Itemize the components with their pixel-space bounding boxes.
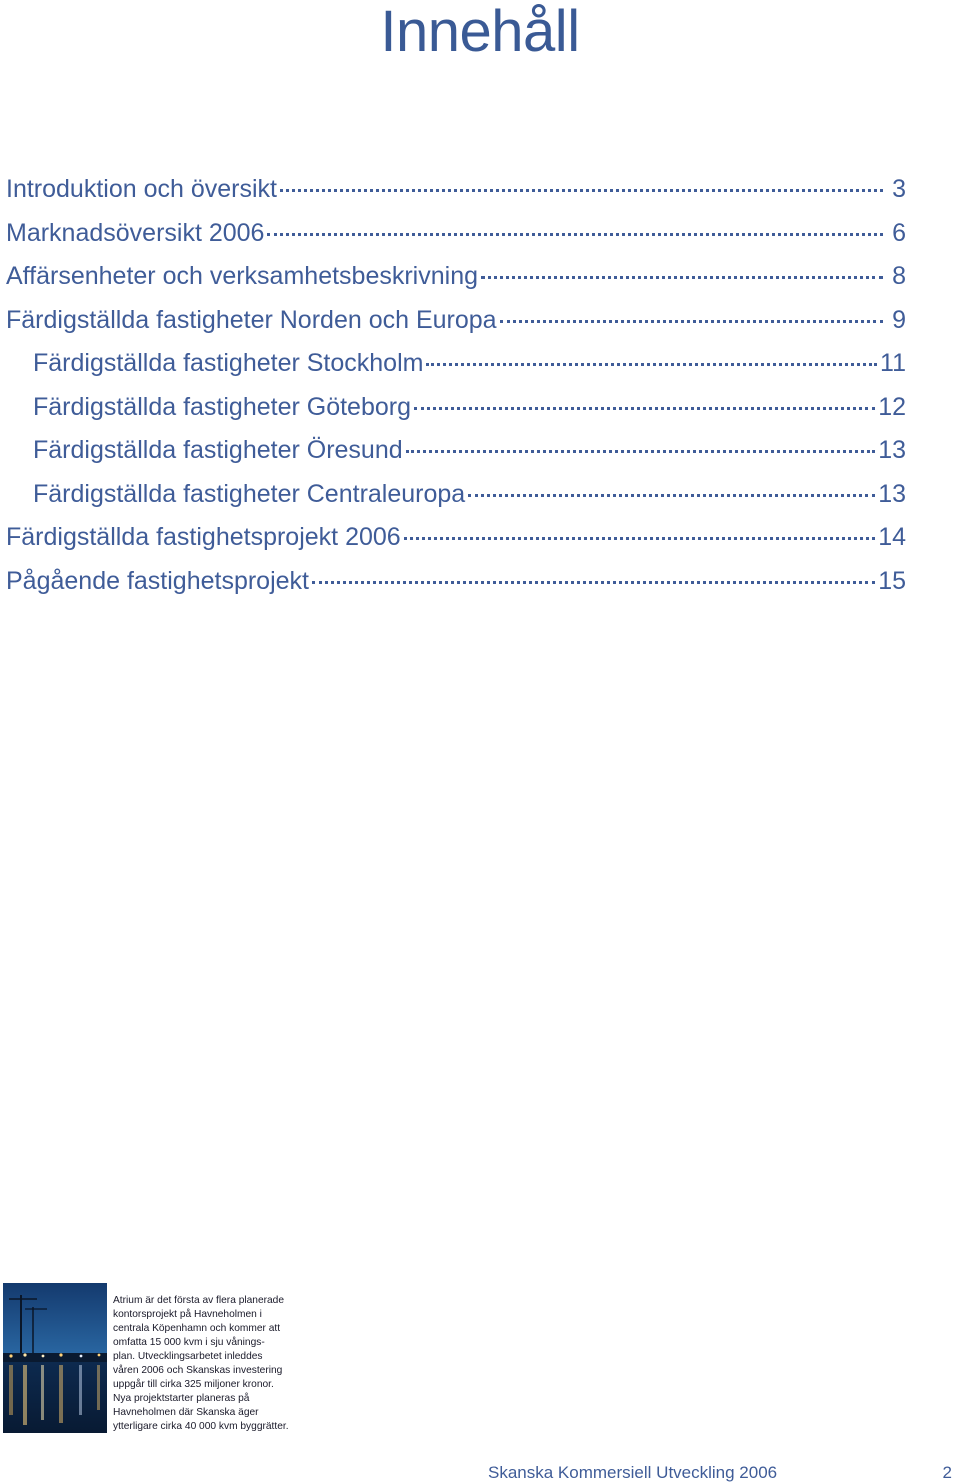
toc-entry-page: 12 bbox=[878, 392, 906, 421]
toc-entry-page: 3 bbox=[892, 175, 906, 203]
page-title: Innehåll bbox=[380, 0, 580, 64]
toc-leader-dots bbox=[404, 536, 876, 540]
toc-subentry[interactable] bbox=[0, 386, 906, 430]
footer-page-number: 2 bbox=[942, 1463, 952, 1482]
toc-entry-title: Färdigställda fastigheter Norden och Europa bbox=[6, 305, 497, 334]
toc-entry-title: Färdigställda fastigheter Göteborg bbox=[33, 392, 411, 421]
toc-leader-dots bbox=[468, 493, 875, 497]
toc-leader-dots bbox=[267, 232, 883, 236]
toc-subentry[interactable] bbox=[0, 473, 906, 517]
caption-line: kontorsprojekt på Havneholmen i bbox=[113, 1309, 262, 1320]
toc-entry-title: Affärsenheter och verksamhetsbeskrivning bbox=[6, 262, 478, 290]
footer-publication-title: Skanska Kommersiell Utveckling 2006 bbox=[488, 1463, 778, 1482]
caption-line: Havneholmen där Skanska äger bbox=[113, 1407, 259, 1418]
toc-entry-title: Färdigställda fastigheter Stockholm bbox=[33, 349, 424, 377]
toc-entry[interactable] bbox=[0, 212, 906, 256]
toc-leader-dots bbox=[414, 406, 875, 410]
toc-subentry[interactable] bbox=[0, 429, 906, 473]
toc-entry[interactable] bbox=[0, 560, 906, 604]
toc-entry-page: 9 bbox=[892, 305, 906, 334]
caption-line: Atrium är det första av flera planerade bbox=[113, 1295, 285, 1306]
caption-line: våren 2006 och Skanskas investering bbox=[113, 1365, 283, 1376]
toc-entry-page: 14 bbox=[878, 523, 906, 551]
toc-entry-page: 15 bbox=[878, 566, 906, 595]
table-of-contents bbox=[0, 168, 906, 603]
toc-entry[interactable] bbox=[0, 168, 906, 212]
toc-entry-title: Introduktion och översikt bbox=[6, 175, 277, 203]
toc-leader-dots bbox=[500, 319, 883, 323]
toc-entry[interactable] bbox=[0, 255, 906, 299]
toc-entry-title: Pågående fastighetsprojekt bbox=[6, 566, 309, 595]
toc-subentry[interactable] bbox=[0, 342, 906, 386]
toc-entry-title: Färdigställda fastighetsprojekt 2006 bbox=[6, 523, 401, 551]
harbour-night-illustration bbox=[3, 1283, 107, 1433]
toc-leader-dots bbox=[280, 188, 883, 192]
toc-entry[interactable] bbox=[0, 516, 906, 560]
toc-leader-dots bbox=[312, 580, 875, 584]
toc-entry-page: 11 bbox=[880, 349, 906, 377]
toc-leader-dots bbox=[481, 275, 883, 279]
toc-entry-page: 6 bbox=[892, 218, 906, 247]
toc-entry-title: Färdigställda fastigheter Öresund bbox=[33, 436, 403, 464]
caption-line: plan. Utvecklingsarbetet inleddes bbox=[113, 1351, 263, 1362]
toc-entry-page: 13 bbox=[878, 436, 906, 464]
toc-leader-dots bbox=[426, 362, 877, 366]
caption-line: centrala Köpenhamn och kommer att bbox=[113, 1323, 281, 1334]
caption-line: uppgår till cirka 325 miljoner kronor. bbox=[113, 1379, 274, 1390]
toc-entry-page: 8 bbox=[892, 262, 906, 290]
toc-entry-title: Marknadsöversikt 2006 bbox=[6, 218, 265, 247]
toc-leader-dots bbox=[406, 449, 876, 453]
caption-line: Nya projektstarter planeras på bbox=[113, 1393, 250, 1404]
harbour-night-photo bbox=[3, 1283, 107, 1433]
photo-caption bbox=[113, 1294, 313, 1434]
caption-line: omfatta 15 000 kvm i sju vånings- bbox=[113, 1337, 265, 1348]
caption-line: ytterligare cirka 40 000 kvm byggrätter. bbox=[113, 1421, 289, 1432]
toc-entry-title: Färdigställda fastigheter Centraleuropa bbox=[33, 479, 466, 508]
toc-entry-page: 13 bbox=[878, 479, 906, 508]
toc-entry[interactable] bbox=[0, 299, 906, 343]
